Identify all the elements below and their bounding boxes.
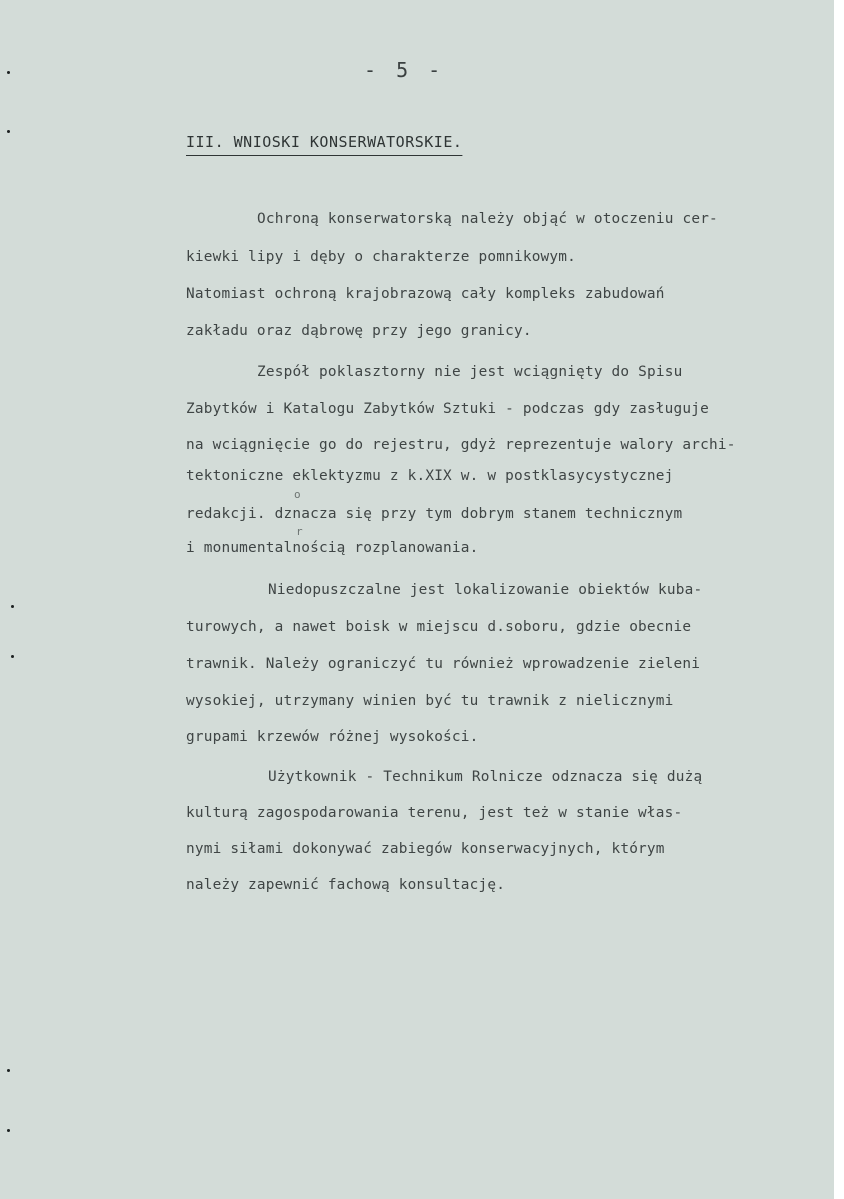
text-line: Zabytków i Katalogu Zabytków Sztuki - podczas gdy zasługuje (186, 401, 709, 417)
margin-dot (7, 130, 10, 133)
text-line: zakładu oraz dąbrowę przy jego granicy. (186, 323, 532, 339)
text-line: grupami krzewów różnej wysokości. (186, 729, 479, 745)
text-line: kulturą zagospodarowania terenu, jest też w stanie włas- (186, 805, 683, 821)
text-line: należy zapewnić fachową konsultację. (186, 877, 506, 893)
correction-mark: r (296, 525, 303, 538)
text-line: Ochroną konserwatorską należy objąć w otoczeniu cer- (257, 211, 718, 227)
section-heading: III. WNIOSKI KONSERWATORSKIE. (186, 133, 463, 151)
margin-dot (7, 1069, 10, 1072)
text-line: i monumentalnością rozplanowania. (186, 540, 479, 556)
text-line: wysokiej, utrzymany winien być tu trawnik z nielicznymi (186, 693, 674, 709)
correction-mark: o (294, 488, 301, 501)
text-line: trawnik. Należy ograniczyć tu również wprowadzenie zieleni (186, 656, 701, 672)
text-line: turowych, a nawet boisk w miejscu d.soboru, gdzie obecnie (186, 619, 692, 635)
margin-dot (7, 1129, 10, 1132)
text-line: redakcji. dznacza się przy tym dobrym stanem technicznym (186, 506, 683, 522)
text-line: Użytkownik - Technikum Rolnicze odznacza się dużą (268, 769, 703, 785)
text-line: kiewki lipy i dęby o charakterze pomnikowym. (186, 249, 577, 265)
scan-edge (834, 0, 844, 1199)
text-line: nymi siłami dokonywać zabiegów konserwacyjnych, którym (186, 841, 665, 857)
text-line: Zespół poklasztorny nie jest wciągnięty do Spisu (257, 364, 683, 380)
text-line: Niedopuszczalne jest lokalizowanie obiektów kuba- (268, 582, 703, 598)
page-number: - 5 - (364, 58, 445, 82)
margin-dot (11, 655, 14, 658)
margin-dot (11, 605, 14, 608)
margin-dot (7, 71, 10, 74)
text-line: tektoniczne eklektyzmu z k.XIX w. w postklasycystycznej (186, 468, 674, 484)
text-line: na wciągnięcie go do rejestru, gdyż reprezentuje walory archi- (186, 437, 736, 453)
text-line: Natomiast ochroną krajobrazową cały kompleks zabudowań (186, 286, 665, 302)
